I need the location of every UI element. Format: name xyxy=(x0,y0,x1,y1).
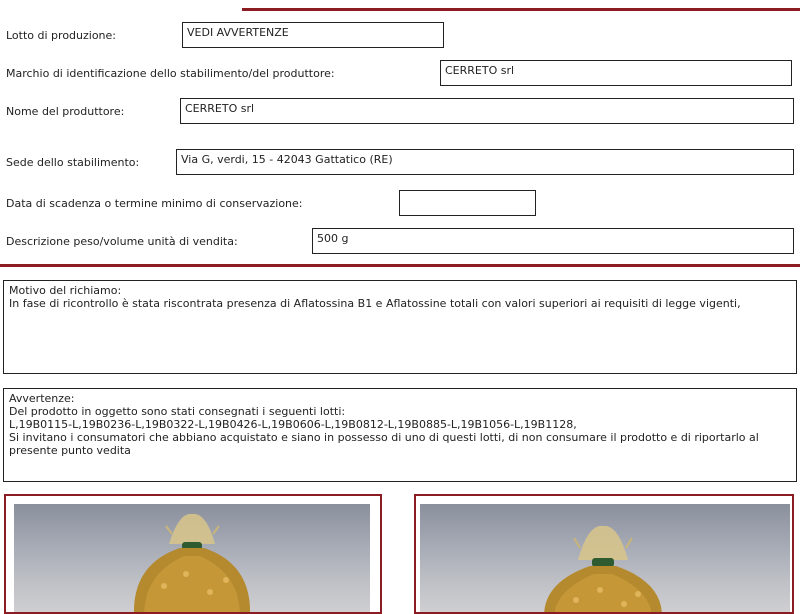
lotto-field: VEDI AVVERTENZE xyxy=(182,22,444,48)
nome-field: CERRETO srl xyxy=(180,98,794,124)
lotto-label: Lotto di produzione: xyxy=(6,29,117,42)
peso-label: Descrizione peso/volume unità di vendita: xyxy=(6,235,238,248)
scadenza-field xyxy=(399,190,536,216)
product-photo-popcorn-bag-icon xyxy=(420,504,790,612)
motivo-text: In fase di ricontrollo è stata riscontrata presenza di Aflatossina B1 e Aflatossine totali con valori superiori ai requisiti di legge vigenti, xyxy=(9,297,741,310)
top-divider xyxy=(242,8,800,11)
sede-field: Via G, verdi, 15 - 42043 Gattatico (RE) xyxy=(176,149,794,175)
avvertenze-line3: Si invitano i consumatori che abbiano acquistato e siano in possesso di uno di questi lotti, di non consumare il prodotto e di riportarlo al presente punto vedita xyxy=(9,431,759,457)
peso-field: 500 g xyxy=(312,228,794,254)
avvertenze-line1: Del prodotto in oggetto sono stati consegnati i seguenti lotti: xyxy=(9,405,346,418)
motivo-heading: Motivo del richiamo: xyxy=(9,284,122,297)
nome-label: Nome del produttore: xyxy=(6,105,125,118)
avvertenze-box xyxy=(3,388,797,482)
product-photo-popcorn-bag-icon xyxy=(14,504,370,612)
scadenza-label: Data di scadenza o termine minimo di conservazione: xyxy=(6,197,303,210)
product-photo-frame-2 xyxy=(414,494,794,614)
avvertenze-heading: Avvertenze: xyxy=(9,392,75,405)
motivo-box xyxy=(3,280,797,374)
popcorn-bag-illustration-1 xyxy=(14,504,370,612)
sede-label: Sede dello stabilimento: xyxy=(6,156,140,169)
product-photo-frame-1 xyxy=(4,494,382,614)
popcorn-bag-illustration-2 xyxy=(420,504,790,612)
marchio-label: Marchio di identificazione dello stabilimento/del produttore: xyxy=(6,67,335,80)
section-divider xyxy=(0,264,800,267)
avvertenze-lots: L,19B0115-L,19B0236-L,19B0322-L,19B0426-L,19B0606-L,19B0812-L,19B0885-L,19B1056-L,19B1128, xyxy=(9,418,577,431)
marchio-field: CERRETO srl xyxy=(440,60,792,86)
